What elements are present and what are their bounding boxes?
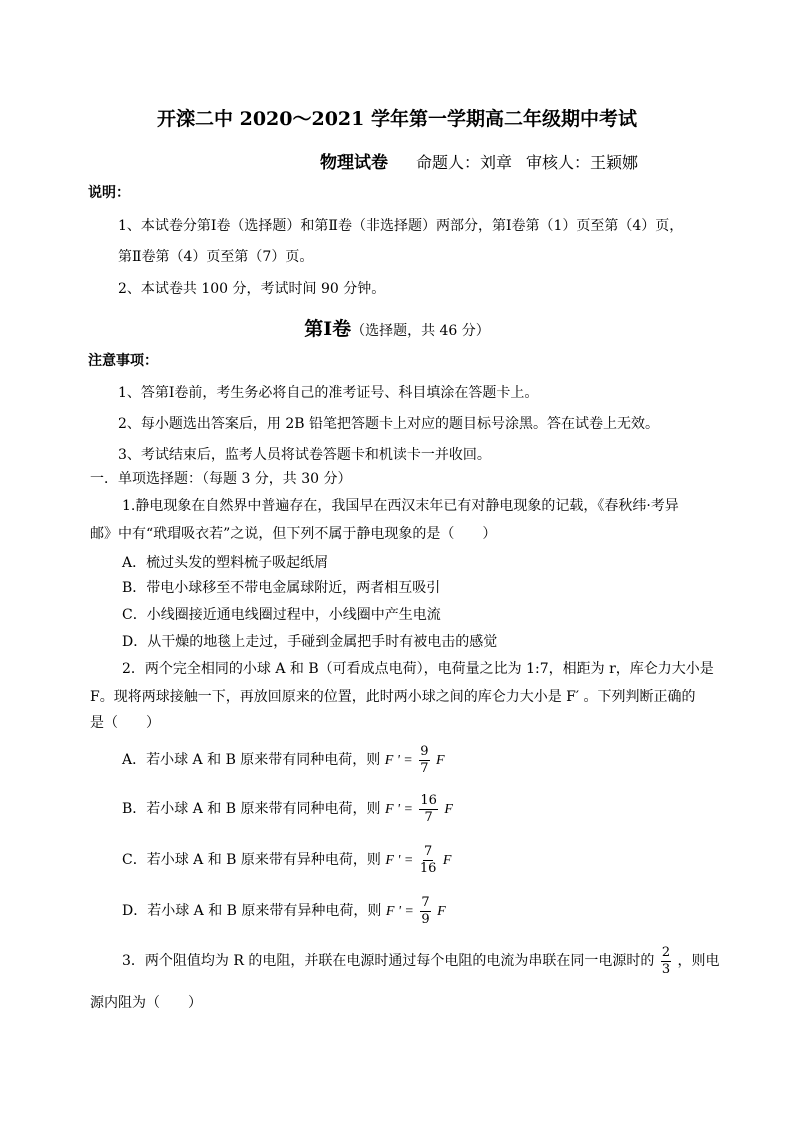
fraction-denominator: 3 — [661, 961, 671, 977]
q3-line-1-text: 3．两个阻值均为 R 的电阻，并联在电源时通过每个电阻的电流为串联在同一电源时的 — [122, 953, 655, 970]
q2-option-b-lhs: F ' = — [384, 802, 413, 818]
exam-title: 开滦二中 2020～2021 学年第一学期高二年级期中考试 — [157, 108, 637, 130]
instruction-2: 2、本试卷共 100 分，考试时间 90 分钟。 — [118, 281, 386, 297]
author-label: 命题人：刘章 — [416, 153, 513, 172]
q2-option-c-text: C．若小球 A 和 B 原来带有异种电荷，则 — [122, 852, 381, 869]
fraction-denominator: 9 — [421, 911, 430, 927]
instruction-1a: 1、本试卷分第Ⅰ卷（选择题）和第Ⅱ卷（非选择题）两部分，第Ⅰ卷第（1）页至第（4）页， — [118, 218, 684, 234]
q2-option-c-rhs: F — [442, 853, 452, 869]
q2-option-a-lhs: F ' = — [384, 753, 413, 769]
fraction-numerator: 16 — [420, 793, 437, 808]
q2-option-b-fraction — [419, 794, 438, 824]
fraction-denominator: 16 — [419, 860, 437, 876]
q2-option-a-rhs: F — [435, 753, 445, 769]
fraction-numerator: 7 — [421, 895, 430, 910]
fraction-denominator: 7 — [424, 809, 433, 825]
q1-line-1: 1.静电现象在自然界中普遍存在，我国早在西汉末年已有对静电现象的记载，《春秋纬·考异 — [122, 498, 679, 514]
q3-line-2: 源内阻为（ ） — [90, 995, 202, 1011]
q1-option-b: B．带电小球移至不带电金属球附近，两者相互吸引 — [122, 580, 441, 596]
q2-option-d-text: D．若小球 A 和 B 原来带有异种电荷，则 — [122, 903, 382, 920]
q1-option-d: D．从干燥的地毯上走过，手碰到金属把手时有被电击的感觉 — [122, 634, 498, 650]
q2-line-1: 2．两个完全相同的小球 A 和 B（可看成点电荷），电荷量之比为 1:7，相距为 r，库仑力大小是 — [122, 661, 714, 677]
q2-line-2: F。现将两球接触一下，再放回原来的位置，此时两小球之间的库仑力大小是 F′ 。下列判断正确的 — [90, 689, 696, 705]
q3-line-1 — [122, 946, 720, 976]
q2-option-d-fraction — [420, 896, 430, 926]
notes-heading: 注意事项： — [88, 353, 158, 369]
q2-option-d — [122, 896, 446, 926]
fraction-denominator: 7 — [420, 760, 429, 776]
q2-line-3: 是（ ） — [90, 715, 160, 731]
q2-option-d-lhs: F ' = — [385, 904, 414, 920]
exam-subtitle — [320, 148, 638, 173]
q2-option-c-fraction — [420, 845, 437, 875]
fraction-numerator: 9 — [420, 744, 429, 759]
q1-option-c: C．小线圈接近通电线圈过程中，小线圈中产生电流 — [122, 607, 441, 623]
q2-option-a — [122, 745, 445, 775]
q2-option-c-lhs: F ' = — [385, 853, 414, 869]
q1-option-a: A．梳过头发的塑料梳子吸起纸屑 — [122, 555, 329, 571]
note-1: 1、答第Ⅰ卷前，考生务必将自己的准考证号、科目填涂在答题卡上。 — [118, 385, 539, 401]
section-title-main: 第Ⅰ卷 — [304, 318, 352, 340]
section-title — [0, 314, 794, 341]
reviewer-label: 审核人：王颖娜 — [526, 153, 639, 172]
q2-option-b-text: B．若小球 A 和 B 原来带有同种电荷，则 — [122, 801, 381, 818]
note-3: 3、考试结束后，监考人员将试卷答题卡和机读卡一并收回。 — [118, 447, 491, 463]
fraction-numerator: 7 — [423, 844, 433, 859]
q3-fraction — [661, 946, 671, 976]
section-title-sub: （选择题，共 46 分） — [351, 323, 490, 339]
q2-option-d-rhs: F — [437, 904, 446, 920]
fraction-numerator: 2 — [661, 945, 671, 960]
q2-option-c — [122, 845, 451, 875]
q2-option-b-rhs: F — [444, 802, 453, 818]
q1-line-2: 邮》中有“玳瑁吸衣若”之说，但下列不属于静电现象的是（ ） — [90, 526, 497, 542]
part1-heading: 一．单项选择题：（每题 3 分，共 30 分） — [90, 471, 352, 487]
q3-line-1-tail: ，则电 — [677, 953, 720, 970]
q2-option-a-fraction — [419, 745, 429, 775]
instructions-heading: 说明： — [88, 185, 130, 201]
note-2: 2、每小题选出答案后，用 2B 铅笔把答题卡上对应的题目标号涂黑。答在试卷上无效。 — [118, 416, 660, 432]
instruction-1b: 第Ⅱ卷第（4）页至第（7）页。 — [118, 249, 314, 265]
q2-option-a-text: A．若小球 A 和 B 原来带有同种电荷，则 — [122, 752, 381, 769]
subject-label: 物理试卷 — [320, 153, 388, 173]
q2-option-b — [122, 794, 453, 824]
